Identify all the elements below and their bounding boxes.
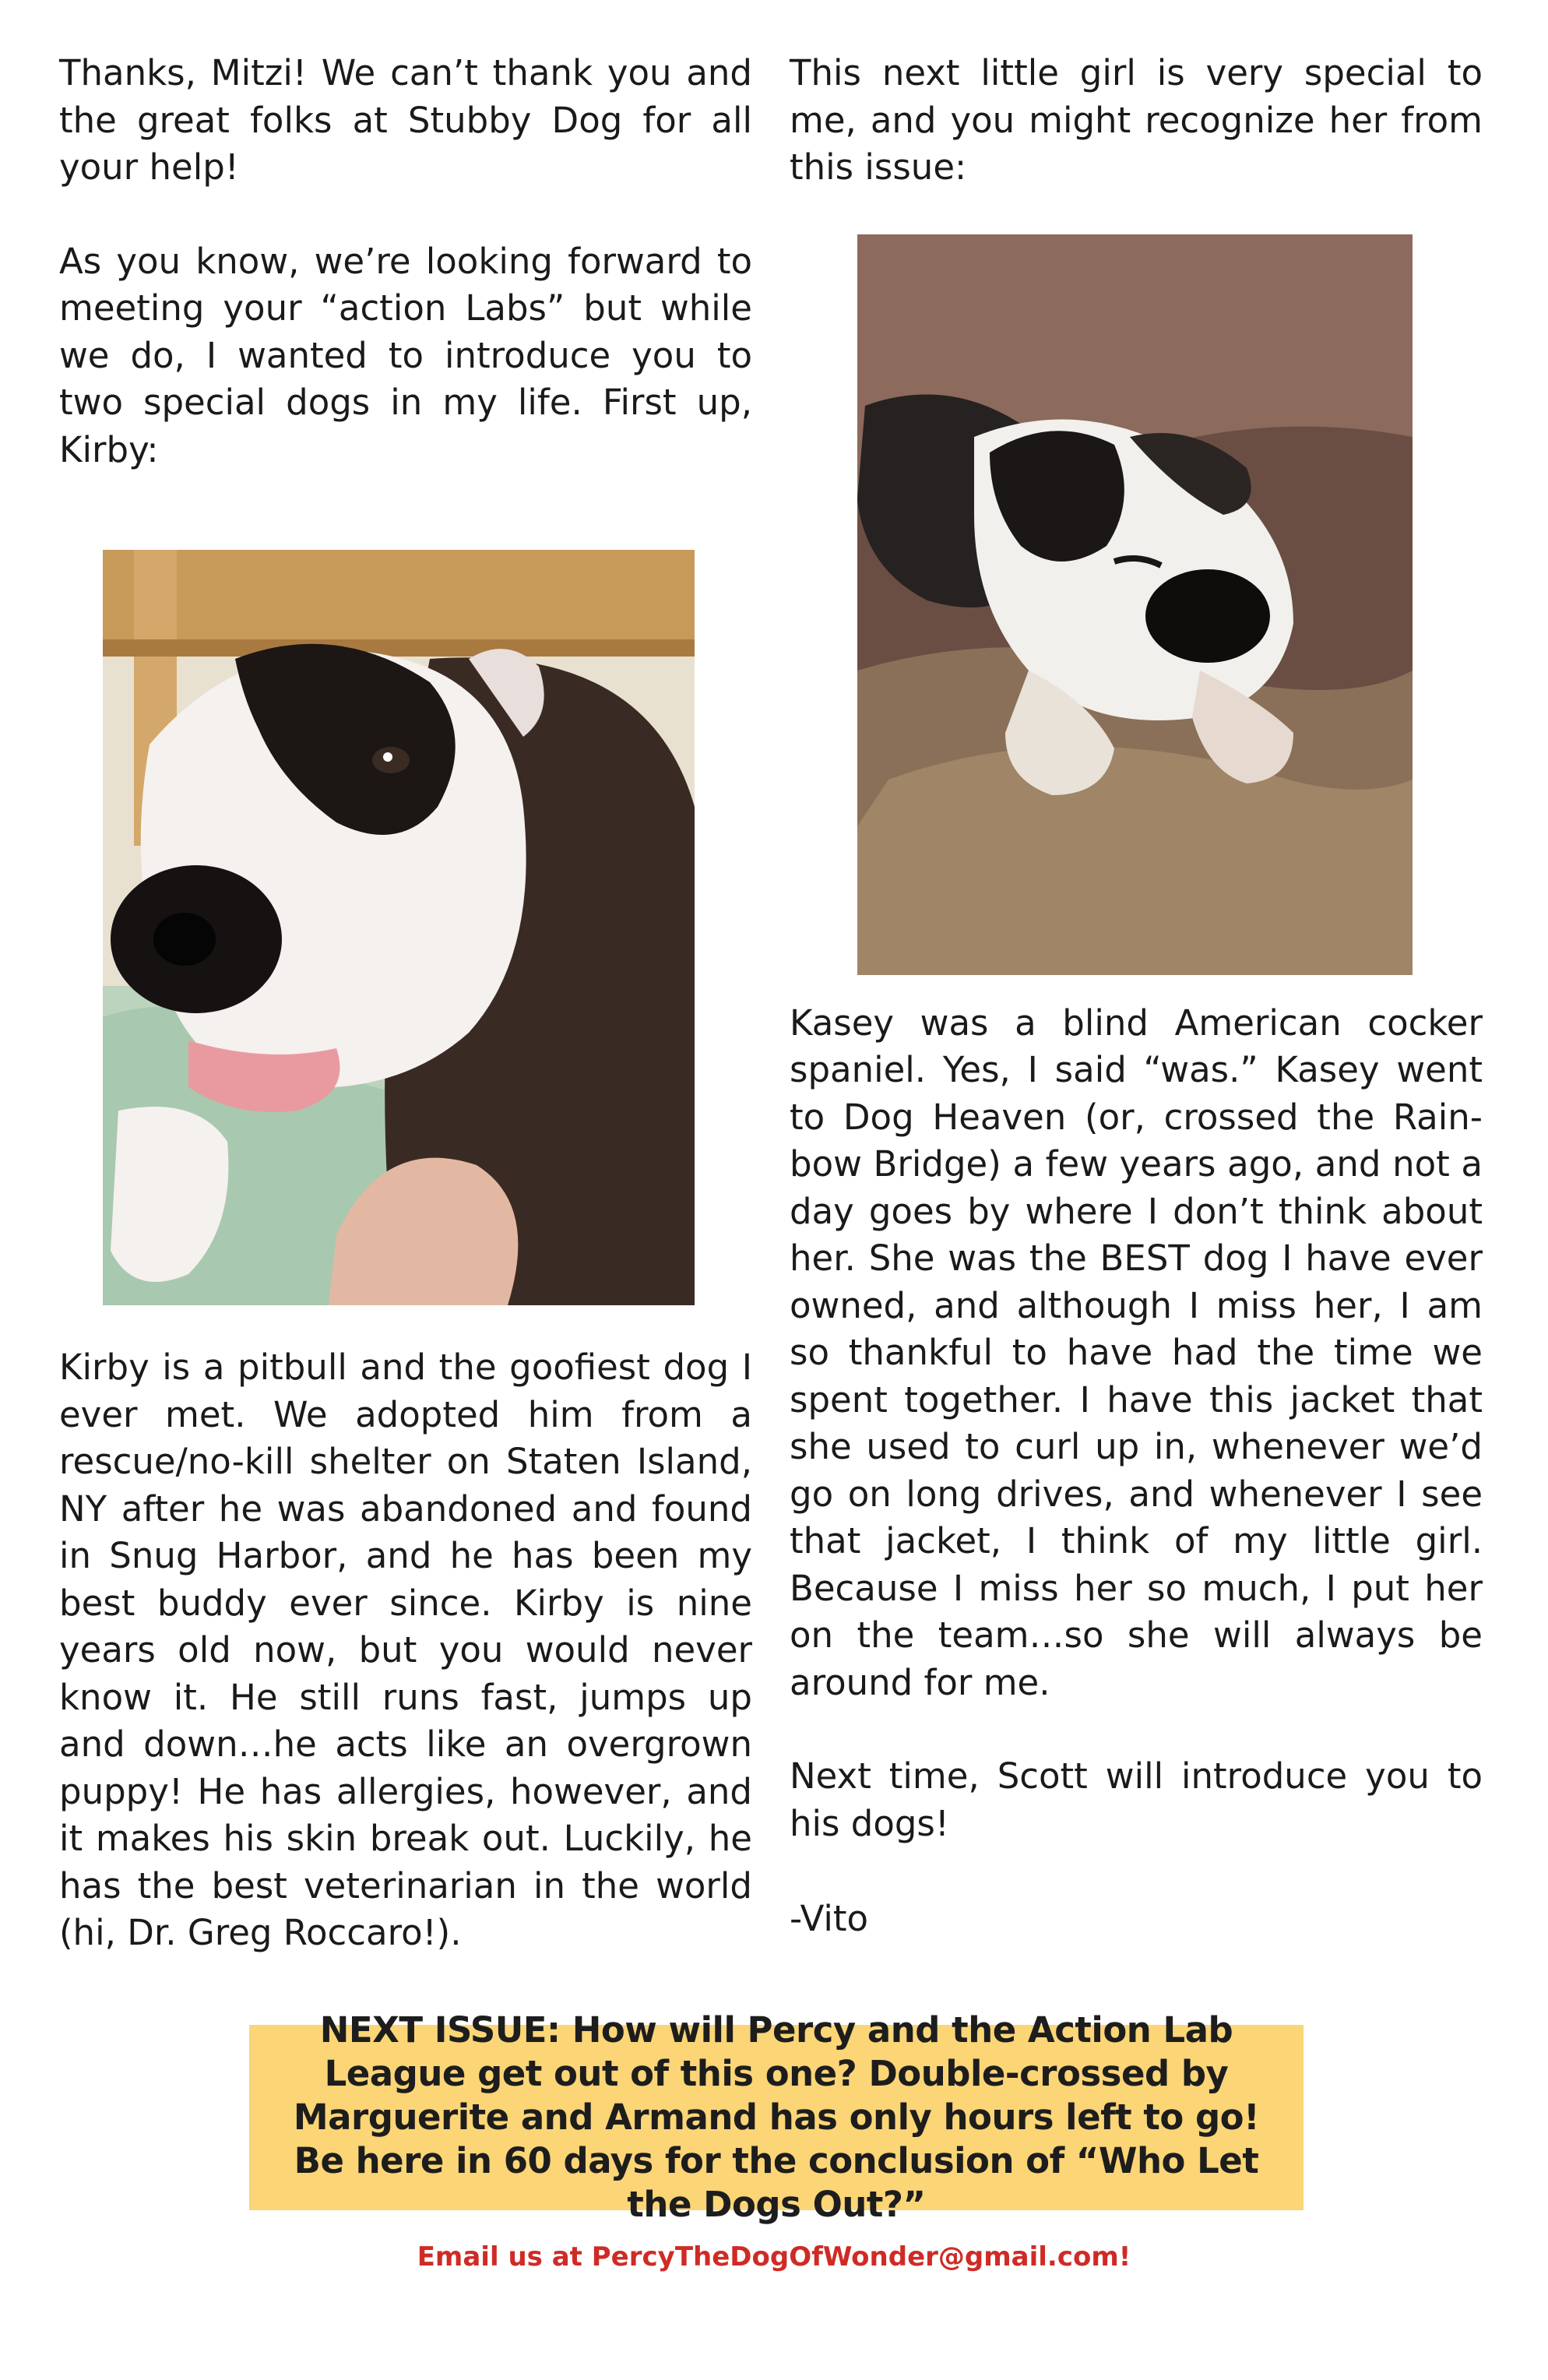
closing-paragraph: Next time, Scott will introduce you to his dogs! xyxy=(790,1755,1483,1844)
kirby-paragraph: Kirby is a pitbull and the goofiest dog I ever met. We adopted him from a rescue/no-kill shelter on Staten Island, NY after he was abandoned and found in Snug Harbor, and he has been my best buddy ever since. Kirby is nine years old now, but you would never know it. He still runs fast, jumps up and down…he acts like an overgrown puppy! He has allergies, however, and it makes his skin break out. Luckily, he has the best veterinarian in the world (hi, Dr. Greg Roccaro!). xyxy=(59,1347,752,1953)
next-issue-text: NEXT ISSUE: How will Percy and the Action Lab League get out of this one? Double-crossed by Marguerite and Armand has only hours left to go! Be here in 60 days for the conclusion of “Who Let the Dogs Out?” xyxy=(293,2009,1260,2225)
kasey-photo xyxy=(857,234,1413,975)
left-column xyxy=(59,50,752,1957)
right-column xyxy=(790,50,1483,1943)
next-issue-callout xyxy=(249,2009,1303,2225)
signature: -Vito xyxy=(790,1898,869,1939)
kasey-intro-paragraph: This next little girl is very special to me, and you might recognize her from this issue: xyxy=(790,52,1483,188)
email-contact-line: Email us at PercyTheDogOfWonder@gmail.com! xyxy=(417,2241,1131,2273)
kirby-photo xyxy=(103,550,695,1305)
intro-paragraph: As you know, we’re looking forward to meeting your “action Labs” but while we do, I wanted to introduce you to two special dogs in my life. First up, Kirby: xyxy=(59,240,752,470)
kasey-paragraph: Kasey was a blind American cocker spaniel. Yes, I said “was.” Kasey went to Dog Heaven (or, crossed the Rainbow Bridge) a few years ago, and not a day goes by where I don’t think about her. She was the BEST dog I have ever owned, and although I miss her, I am so thankful to have had the time we spent together. I have this jacket that she used to curl up in, whenever we’d go on long drives, and whenever I see that jacket, I think of my little girl. Because I miss her so much, I put her on the team…so she will always be around for me. xyxy=(790,1002,1483,1703)
thanks-paragraph: Thanks, Mitzi! We can’t thank you and the great folks at Stubby Dog for all your help! xyxy=(59,52,752,188)
